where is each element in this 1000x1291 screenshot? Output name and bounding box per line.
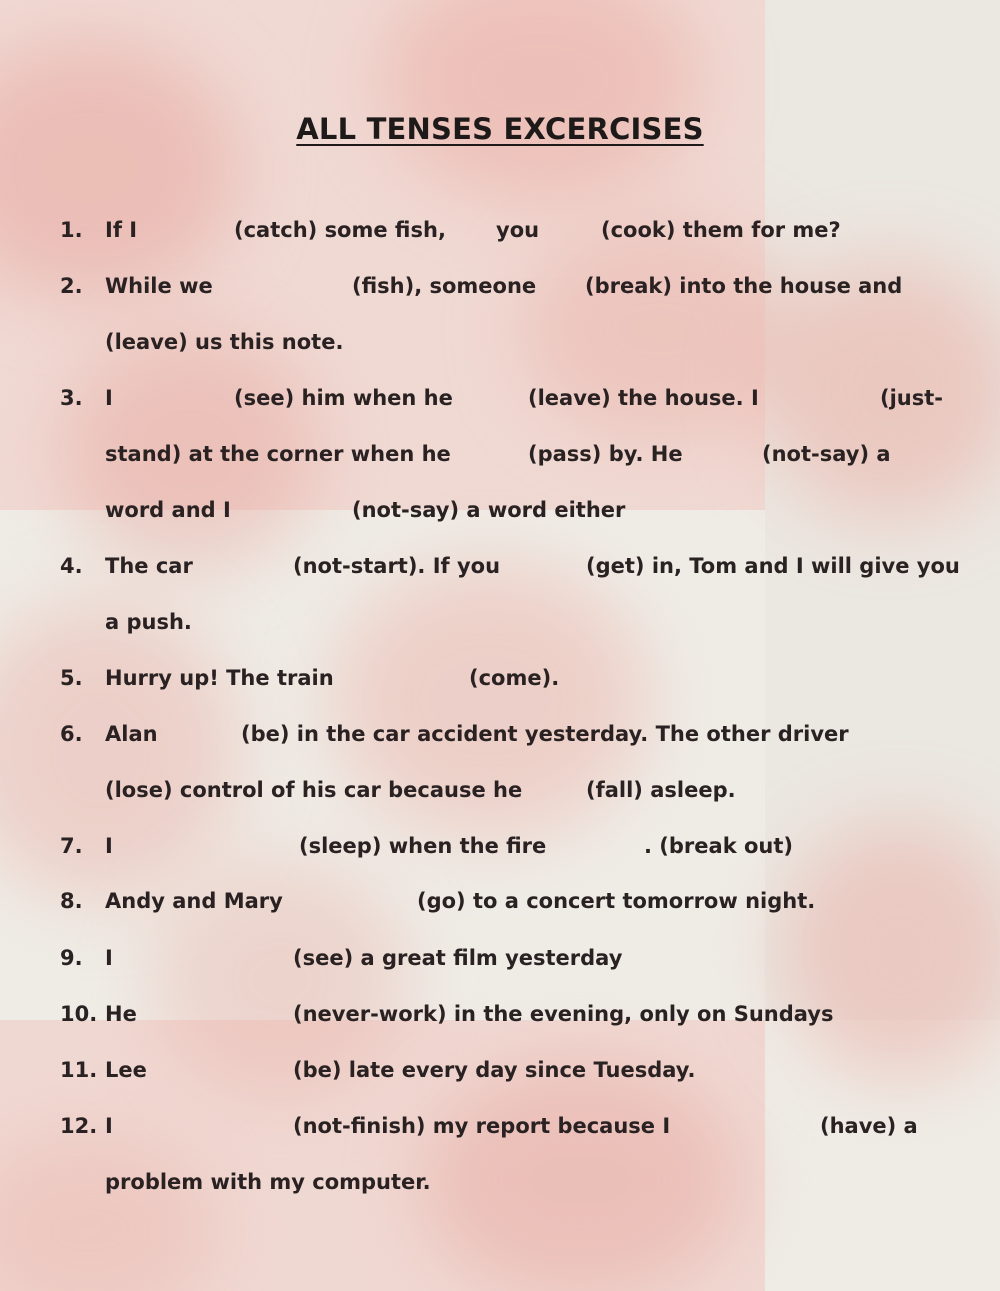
exercise-text: Andy and Mary: [105, 889, 283, 913]
exercise-number: 6.: [60, 722, 83, 746]
exercise-text: (get) in, Tom and I will give you: [586, 554, 960, 578]
exercise-number: 8.: [60, 889, 83, 913]
exercise-text: While we: [105, 274, 213, 298]
exercise-text: (come).: [469, 666, 560, 690]
exercise-text: (have) a: [820, 1114, 918, 1138]
exercise-text: word and I: [105, 498, 231, 522]
exercise-text: (fish), someone: [352, 274, 537, 298]
exercise-text: (not-start). If you: [293, 554, 501, 578]
exercise-number: 9.: [60, 946, 83, 970]
exercise-text: (not-say) a: [762, 442, 891, 466]
exercise-text: I: [105, 834, 113, 858]
exercise-text: (not-say) a word either: [352, 498, 626, 522]
exercise-number: 10.: [60, 1002, 98, 1026]
exercise-text: He: [105, 1002, 137, 1026]
exercise-number: 1.: [60, 218, 83, 242]
page-title: ALL TENSES EXCERCISES: [296, 112, 704, 146]
exercise-text: If I: [105, 218, 138, 242]
exercise-text: . (break out): [644, 834, 793, 858]
exercise-text: (cook) them for me?: [601, 218, 841, 242]
exercise-number: 5.: [60, 666, 83, 690]
exercise-text: (be) in the car accident yesterday. The other driver: [241, 722, 849, 746]
exercise-text: (never-work) in the evening, only on Sundays: [293, 1002, 834, 1026]
exercise-text: you: [496, 218, 540, 242]
exercise-text: (just-: [880, 386, 943, 410]
exercise-text: The car: [105, 554, 193, 578]
exercise-number: 4.: [60, 554, 83, 578]
exercise-text: stand) at the corner when he: [105, 442, 451, 466]
exercise-number: 12.: [60, 1114, 98, 1138]
exercise-text: (break) into the house and: [585, 274, 903, 298]
exercise-text: problem with my computer.: [105, 1170, 431, 1194]
exercise-text: (leave) the house. I: [528, 386, 759, 410]
exercise-text: Hurry up! The train: [105, 666, 334, 690]
exercise-text: (catch) some fish,: [234, 218, 446, 242]
exercise-text: I: [105, 386, 113, 410]
exercise-text: I: [105, 946, 113, 970]
exercise-text: (not-finish) my report because I: [293, 1114, 671, 1138]
exercise-text: (see) him when he: [234, 386, 453, 410]
exercise-text: a push.: [105, 610, 192, 634]
exercise-text: Lee: [105, 1058, 147, 1082]
exercise-number: 2.: [60, 274, 83, 298]
exercise-text: (lose) control of his car because he: [105, 778, 523, 802]
exercise-text: (go) to a concert tomorrow night.: [417, 889, 816, 913]
exercise-number: 3.: [60, 386, 83, 410]
exercise-text: (sleep) when the fire: [299, 834, 547, 858]
exercise-number: 11.: [60, 1058, 98, 1082]
exercise-text: (be) late every day since Tuesday.: [293, 1058, 696, 1082]
exercise-text: (see) a great film yesterday: [293, 946, 623, 970]
exercise-text: (leave) us this note.: [105, 330, 344, 354]
exercise-text: Alan: [105, 722, 158, 746]
exercise-number: 7.: [60, 834, 83, 858]
exercise-text: (fall) asleep.: [586, 778, 736, 802]
exercise-text: (pass) by. He: [528, 442, 683, 466]
exercise-text: I: [105, 1114, 113, 1138]
